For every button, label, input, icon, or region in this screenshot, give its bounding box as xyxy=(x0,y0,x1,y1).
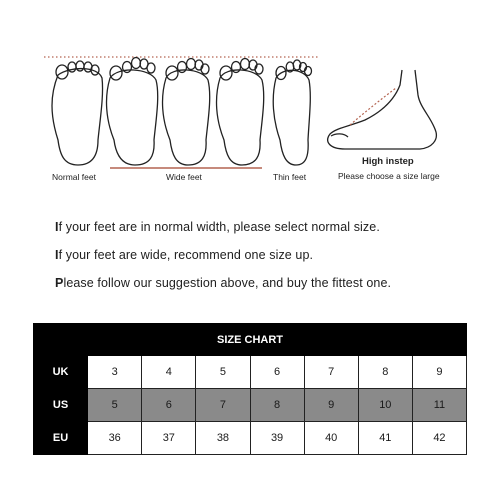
size-cell: 5 xyxy=(88,389,142,422)
size-chart-table xyxy=(33,323,467,455)
table-row-us xyxy=(34,389,467,422)
size-cell: 4 xyxy=(142,356,196,389)
wide-foot-icon xyxy=(107,58,158,166)
high-instep-foot-icon xyxy=(328,70,437,149)
size-cell: 7 xyxy=(196,389,250,422)
normal-foot-icon xyxy=(52,61,103,165)
size-cell: 3 xyxy=(88,356,142,389)
size-cell: 8 xyxy=(250,389,304,422)
size-cell: 6 xyxy=(142,389,196,422)
size-cell: 41 xyxy=(358,422,412,455)
note-suggestion xyxy=(55,276,391,290)
size-cell: 42 xyxy=(412,422,466,455)
note-text: lease follow our suggestion above, and buy the fittest one. xyxy=(63,276,392,290)
note-lead-letter: I xyxy=(55,220,59,234)
size-cell: 39 xyxy=(250,422,304,455)
thin-foot-icon xyxy=(273,60,311,165)
high-instep-advice: Please choose a size large xyxy=(338,171,440,181)
note-text: f your feet are wide, recommend one size up. xyxy=(58,248,314,262)
feet-illustration xyxy=(0,0,500,200)
size-chart-title: SIZE CHART xyxy=(34,324,467,356)
size-cell: 7 xyxy=(304,356,358,389)
size-cell: 11 xyxy=(412,389,466,422)
size-cell: 6 xyxy=(250,356,304,389)
size-cell: 5 xyxy=(196,356,250,389)
note-lead-letter: I xyxy=(55,248,59,262)
row-label-uk: UK xyxy=(34,356,88,389)
row-label-us: US xyxy=(34,389,88,422)
size-cell: 38 xyxy=(196,422,250,455)
instep-arch-line xyxy=(350,88,396,125)
high-instep-title: High instep xyxy=(362,156,414,167)
note-lead-letter: P xyxy=(55,276,64,290)
size-cell: 9 xyxy=(304,389,358,422)
wide-feet-label: Wide feet xyxy=(166,172,202,182)
size-cell: 8 xyxy=(358,356,412,389)
note-normal-width xyxy=(55,220,380,234)
size-cell: 36 xyxy=(88,422,142,455)
wide-foot-icon-3 xyxy=(217,59,264,166)
thin-feet-label: Thin feet xyxy=(273,172,307,182)
normal-feet-label: Normal feet xyxy=(52,172,96,182)
size-cell: 37 xyxy=(142,422,196,455)
table-row-uk xyxy=(34,356,467,389)
row-label-eu: EU xyxy=(34,422,88,455)
table-row-eu xyxy=(34,422,467,455)
size-cell: 9 xyxy=(412,356,466,389)
size-cell: 10 xyxy=(358,389,412,422)
note-wide-feet xyxy=(55,248,313,262)
size-cell: 40 xyxy=(304,422,358,455)
note-text: f your feet are in normal width, please select normal size. xyxy=(58,220,380,234)
wide-foot-icon-2 xyxy=(163,59,210,166)
